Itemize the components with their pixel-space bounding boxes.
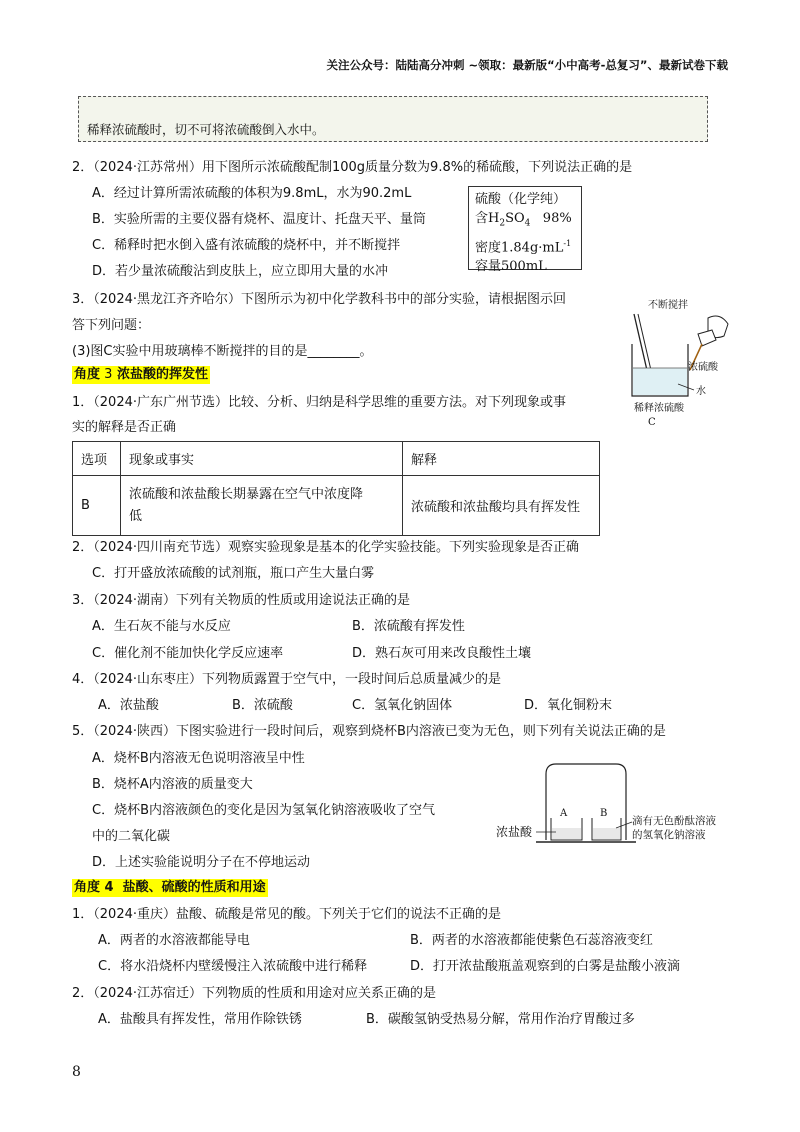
table-header-option: 选项 [73,442,121,476]
question-5b-option-c: C．烧杯B内溶液颜色的变化是因为氢氧化钠溶液吸收了空气 [92,803,435,818]
question-5b-stem: 5．（2024·陕西）下图实验进行一段时间后，观察到烧杯B内溶液已变为无色，则下列有关说法正确的是 [72,724,666,739]
question-3b-stem: 3．（2024·湖南）下列有关物质的性质或用途说法正确的是 [72,593,410,608]
question-2a-option-b: B．实验所需的主要仪器有烧杯、温度计、托盘天平、量筒 [92,212,426,227]
phenolphthalein-label-2: 的氢氧化钠溶液 [632,829,706,841]
question-1c-option-a: A．两者的水溶液都能导电 [98,933,250,948]
question-3b-option-d: D．熟石灰可用来改良酸性土壤 [352,646,532,661]
question-4b-option-b: B．浓硫酸 [232,698,293,713]
question-2a-option-d: D．若少量浓硫酸沾到皮肤上，应立即用大量的水冲 [92,264,389,279]
tip-text: 稀释浓硫酸时，切不可将浓硫酸倒入水中。 [87,122,325,137]
question-4b-option-c: C．氢氧化钠固体 [352,698,453,713]
question-3a-sub: (3)图C实验中用玻璃棒不断搅拌的目的是________。 [72,344,373,359]
figure-beakers-ab [496,760,746,850]
question-4b-option-a: A．浓盐酸 [98,698,159,713]
reagent-bottle-label [468,186,582,274]
question-2c-stem: 2．（2024·江苏宿迁）下列物质的性质和用途对应关系正确的是 [72,986,436,1001]
figure-dilution-c [628,296,740,430]
question-3b-option-a: A．生石灰不能与水反应 [92,619,231,634]
question-4b-option-d: D．氧化铜粉末 [524,698,613,713]
question-2b-option-c: C．打开盛放浓硫酸的试剂瓶，瓶口产生大量白雾 [92,566,375,581]
page-header: 关注公众号：陆陆高分冲刺 ~领取：最新版“小中高考-总复习”、最新试卷下载 [326,58,728,72]
table-cell-option: B [73,476,121,536]
fig-c-acid-label: 浓硫酸 [688,362,718,373]
table-cell-explanation: 浓硫酸和浓盐酸均具有挥发性 [403,476,600,536]
label-line-2: 含$H_2SO_4$ 98% [475,211,572,229]
question-3b-option-c: C．催化剂不能加快化学反应速率 [92,646,284,661]
conc-hcl-label: 浓盐酸 [496,825,533,839]
table-header-explanation: 解释 [403,442,600,476]
table-header-fact: 现象或事实 [121,442,403,476]
label-line-1: 硫酸（化学纯） [475,192,567,207]
page-number: 8 [72,1064,81,1080]
label-line-3: 密度$1.84g\cdot mL^{-1}$ [475,238,572,255]
question-4b-stem: 4．（2024·山东枣庄）下列物质露置于空气中，一段时间后总质量减少的是 [72,672,501,687]
question-2c-option-a: A．盐酸具有挥发性，常用作除铁锈 [98,1012,302,1027]
question-3a-stem-1: 3．（2024·黑龙江齐齐哈尔）下图所示为初中化学教科书中的部分实验，请根据图示回 [72,292,566,307]
question-3b-option-b: B．浓硫酸有挥发性 [352,619,465,634]
fig-c-water-label: 水 [696,386,706,397]
question-5b-option-b: B．烧杯A内溶液的质量变大 [92,777,253,792]
question-5b-option-d: D．上述实验能说明分子在不停地运动 [92,855,311,870]
fig-c-caption: 稀释浓硫酸 [634,403,684,414]
table-cell-fact: 浓硫酸和浓盐酸长期暴露在空气中浓度降 低 [121,476,403,536]
tip-box [78,96,708,142]
question-1b-stem-2: 实的解释是否正确 [72,420,177,435]
question-5b-option-a: A．烧杯B内溶液无色说明溶液呈中性 [92,751,305,766]
question-1b-stem-1: 1．（2024·广东广州节选）比较、分析、归纳是科学思维的重要方法。对下列现象或事 [72,395,566,410]
question-2a-option-a: A．经过计算所需浓硫酸的体积为9.8mL，水为90.2mL [92,186,412,201]
fig-c-letter: C [648,417,656,428]
section-heading-angle-3: 角度 3 浓盐酸的挥发性 [74,367,208,382]
question-2a-stem: 2．（2024·江苏常州）用下图所示浓硫酸配制100g质量分数为9.8%的稀硫酸，下列说法正确的是 [72,160,633,175]
phenolphthalein-label-1: 滴有无色酚酞溶液 [632,815,716,827]
label-line-4: 容量500mL [475,258,547,274]
question-1c-option-c: C．将水沿烧杯内壁缓慢注入浓硫酸中进行稀释 [98,959,368,974]
fig-c-stir-label: 不断搅拌 [648,300,688,311]
question-1c-stem: 1．（2024·重庆）盐酸、硫酸是常见的酸。下列关于它们的说法不正确的是 [72,907,501,922]
question-1c-option-d: D．打开浓盐酸瓶盖观察到的白雾是盐酸小液滴 [410,959,681,974]
question-1b-table [72,441,600,536]
question-2b-stem: 2．（2024·四川南充节选）观察实验现象是基本的化学实验技能。下列实验现象是否正确 [72,540,579,555]
beaker-b-label: B [600,808,608,819]
question-2a-option-c: C．稀释时把水倒入盛有浓硫酸的烧杯中，并不断搅拌 [92,238,401,253]
beaker-a-label: A [560,808,568,819]
question-5b-option-c-cont: 中的二氧化碳 [92,829,171,844]
question-3a-stem-2: 答下列问题： [72,318,151,333]
section-heading-angle-4: 角度 4 盐酸、硫酸的性质和用途 [74,880,266,895]
question-1c-option-b: B．两者的水溶液都能使紫色石蕊溶液变红 [410,933,653,948]
question-2c-option-b: B．碳酸氢钠受热易分解，常用作治疗胃酸过多 [366,1012,635,1027]
